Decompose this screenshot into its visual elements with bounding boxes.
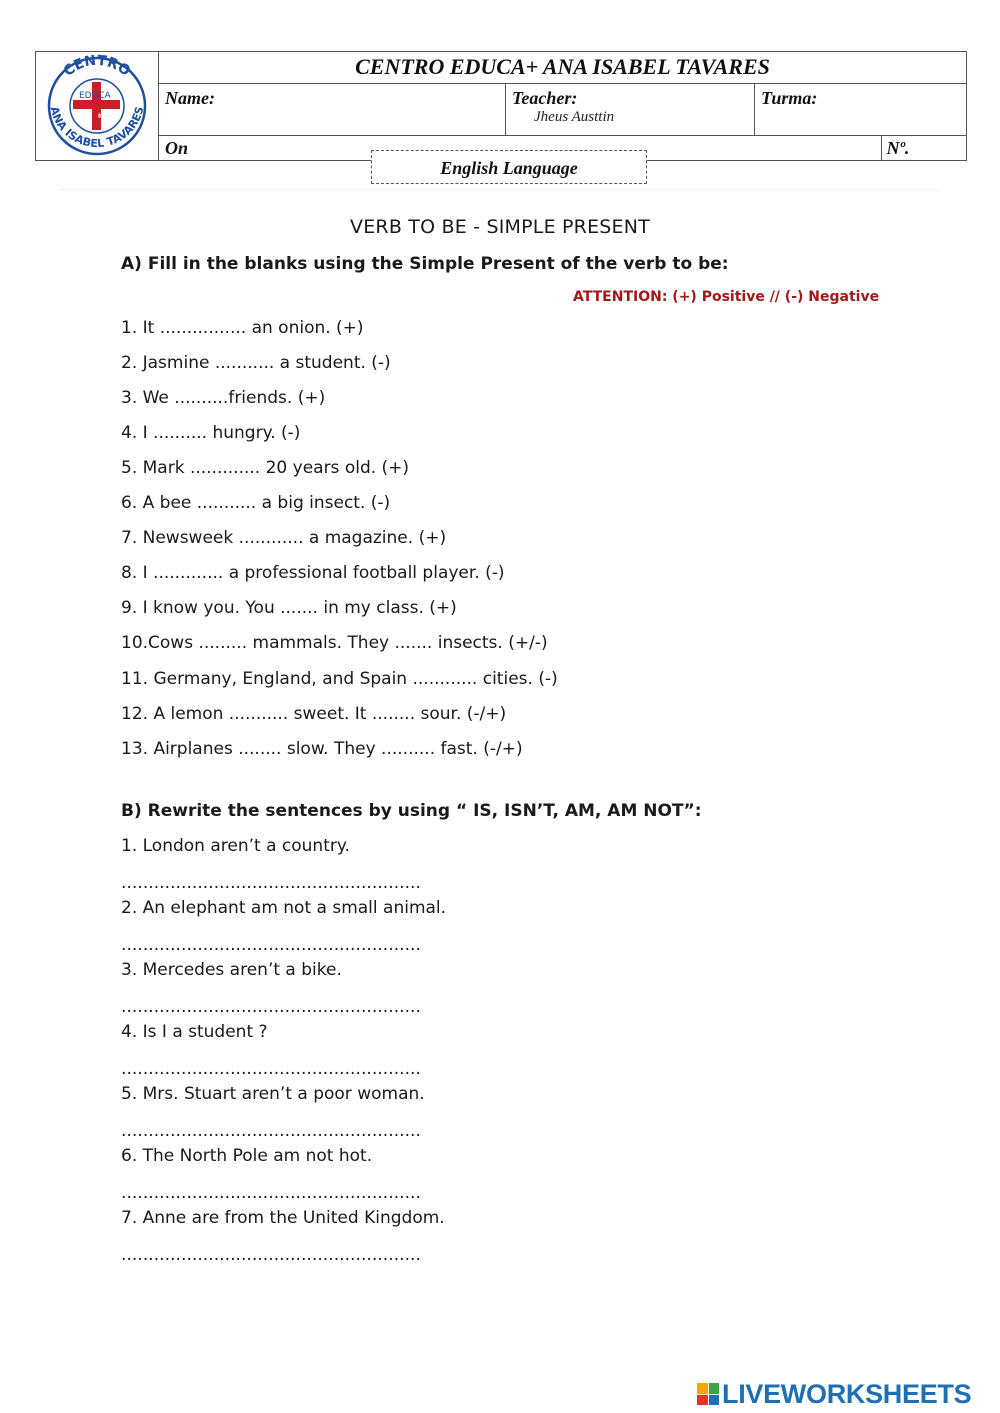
exercise-a-item[interactable]: 8. I ............. a professional football player. (-) <box>121 563 505 583</box>
exercise-a-item[interactable]: 7. Newsweek ............ a magazine. (+) <box>121 528 447 548</box>
answer-line[interactable]: ....................................................... <box>121 1183 421 1203</box>
school-logo <box>36 52 159 161</box>
exercise-a-item[interactable]: 2. Jasmine ........... a student. (-) <box>121 353 391 373</box>
attention-note: ATTENTION: (+) Positive // (-) Negative <box>573 289 880 305</box>
exercise-a-item[interactable]: 11. Germany, England, and Spain ............ cities. (-) <box>121 669 558 689</box>
logo-text-bottom: ANA ISABEL TAVARES <box>47 105 147 151</box>
exercise-a-item[interactable]: 13. Airplanes ........ slow. They .......... fast. (-/+) <box>121 739 523 759</box>
answer-line[interactable]: ....................................................... <box>121 997 421 1017</box>
exercise-b-item: 2. An elephant am not a small animal. <box>121 898 447 918</box>
divider <box>60 189 940 190</box>
on-label: On <box>165 137 189 158</box>
logo-educa: EDUCA <box>79 91 111 101</box>
answer-line[interactable]: ....................................................... <box>121 1245 421 1265</box>
exercise-b-item: 5. Mrs. Stuart aren’t a poor woman. <box>121 1084 425 1104</box>
header-table <box>35 51 967 161</box>
liveworksheets-brand: LIVEWORKSHEETS <box>722 1378 972 1409</box>
exercise-a-item[interactable]: 3. We ..........friends. (+) <box>121 388 326 408</box>
exercise-a-item[interactable]: 5. Mark ............. 20 years old. (+) <box>121 458 410 478</box>
answer-line[interactable]: ....................................................... <box>121 1059 421 1079</box>
logo-text-top: CENTRO <box>60 52 134 80</box>
section-a-heading: A) Fill in the blanks using the Simple Present of the verb to be: <box>121 254 729 274</box>
turma-field[interactable] <box>755 83 967 135</box>
turma-label: Turma: <box>761 87 818 108</box>
number-field[interactable] <box>755 135 967 160</box>
exercise-a-item[interactable]: 9. I know you. You ....... in my class. (+) <box>121 598 457 618</box>
liveworksheets-logo <box>697 1378 971 1410</box>
school-name: CENTRO EDUCA+ ANA ISABEL TAVARES <box>159 52 967 84</box>
teacher-label: Teacher: <box>512 87 578 108</box>
answer-line[interactable]: ....................................................... <box>121 935 421 955</box>
exercise-b-item: 4. Is I a student ? <box>121 1022 268 1042</box>
name-label: Name: <box>165 87 215 108</box>
teacher-field <box>506 83 755 135</box>
exercise-b-item: 1. London aren’t a country. <box>121 836 350 856</box>
logo-mais: MAIS <box>98 113 116 120</box>
answer-line[interactable]: ....................................................... <box>121 873 421 893</box>
teacher-name: Jheus Austtin <box>534 108 615 125</box>
page-title: VERB TO BE - SIMPLE PRESENT <box>350 216 650 238</box>
number-label: Nº. <box>886 137 910 158</box>
school-logo-icon <box>36 52 158 156</box>
exercise-a-item[interactable]: 12. A lemon ........... sweet. It ........ sour. (-/+) <box>121 704 507 724</box>
subject-label: English Language <box>371 150 647 184</box>
answer-line[interactable]: ....................................................... <box>121 1121 421 1141</box>
exercise-a-item[interactable]: 4. I .......... hungry. (-) <box>121 423 301 443</box>
exercise-a-item[interactable]: 10.Cows ......... mammals. They ....... insects. (+/-) <box>121 633 548 653</box>
liveworksheets-icon <box>697 1383 719 1405</box>
exercise-b-item: 7. Anne are from the United Kingdom. <box>121 1208 445 1228</box>
exercise-a-item[interactable]: 1. It ................ an onion. (+) <box>121 318 364 338</box>
section-b-heading: B) Rewrite the sentences by using “ IS, ISN’T, AM, AM NOT”: <box>121 801 702 821</box>
name-field[interactable] <box>159 83 506 135</box>
exercise-a-item[interactable]: 6. A bee ........... a big insect. (-) <box>121 493 391 513</box>
exercise-b-item: 6. The North Pole am not hot. <box>121 1146 373 1166</box>
exercise-b-item: 3. Mercedes aren’t a bike. <box>121 960 342 980</box>
